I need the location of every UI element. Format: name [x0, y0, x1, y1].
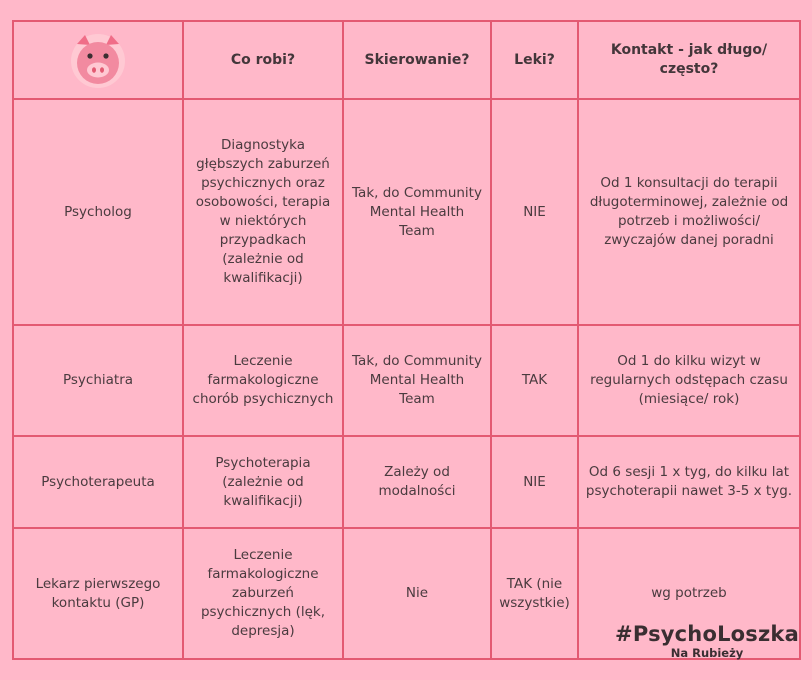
table-row	[13, 325, 800, 436]
row-label: Psycholog	[13, 99, 183, 325]
header-skierowanie: Skierowanie?	[343, 21, 491, 99]
cell-kontakt: Od 1 konsultacji do terapii długoterminowej, zależnie od potrzeb i możliwości/ zwyczajów danej poradni	[578, 99, 800, 325]
cell-kontakt: Od 1 do kilku wizyt w regularnych odstępach czasu (miesiące/ rok)	[578, 325, 800, 436]
table-row	[13, 99, 800, 325]
header-leki: Leki?	[491, 21, 578, 99]
cell-skierowanie: Nie	[343, 528, 491, 659]
cell-leki: NIE	[491, 436, 578, 528]
header-row	[13, 21, 800, 99]
pig-face-icon	[68, 30, 128, 90]
cell-skierowanie: Tak, do Community Mental Health Team	[343, 99, 491, 325]
header-co-robi: Co robi?	[183, 21, 343, 99]
logo-cell	[13, 21, 183, 99]
cell-skierowanie: Tak, do Community Mental Health Team	[343, 325, 491, 436]
brand-title: #PsychoLoszka	[615, 622, 799, 646]
cell-leki: TAK	[491, 325, 578, 436]
cell-co-robi: Diagnostyka głębszych zaburzeń psychicznych oraz osobowości, terapia w niektórych przypadkach (zależnie od kwalifikacji)	[183, 99, 343, 325]
brand-subtitle: Na Rubieży	[670, 646, 744, 660]
table-row	[13, 436, 800, 528]
comparison-table	[12, 20, 801, 660]
cell-leki: TAK (nie wszystkie)	[491, 528, 578, 659]
row-label: Psychiatra	[13, 325, 183, 436]
cell-kontakt: Od 6 sesji 1 x tyg, do kilku lat psychoterapii nawet 3-5 x tyg.	[578, 436, 800, 528]
brand-watermark	[612, 622, 802, 660]
cell-co-robi: Leczenie farmakologiczne zaburzeń psychicznych (lęk, depresja)	[183, 528, 343, 659]
cell-leki: NIE	[491, 99, 578, 325]
cell-kontakt: wg potrzeb	[578, 528, 800, 659]
row-label: Psychoterapeuta	[13, 436, 183, 528]
header-kontakt: Kontakt - jak długo/ często?	[578, 21, 800, 99]
cell-co-robi: Psychoterapia (zależnie od kwalifikacji)	[183, 436, 343, 528]
cell-skierowanie: Zależy od modalności	[343, 436, 491, 528]
row-label: Lekarz pierwszego kontaktu (GP)	[13, 528, 183, 659]
cell-co-robi: Leczenie farmakologiczne chorób psychicznych	[183, 325, 343, 436]
